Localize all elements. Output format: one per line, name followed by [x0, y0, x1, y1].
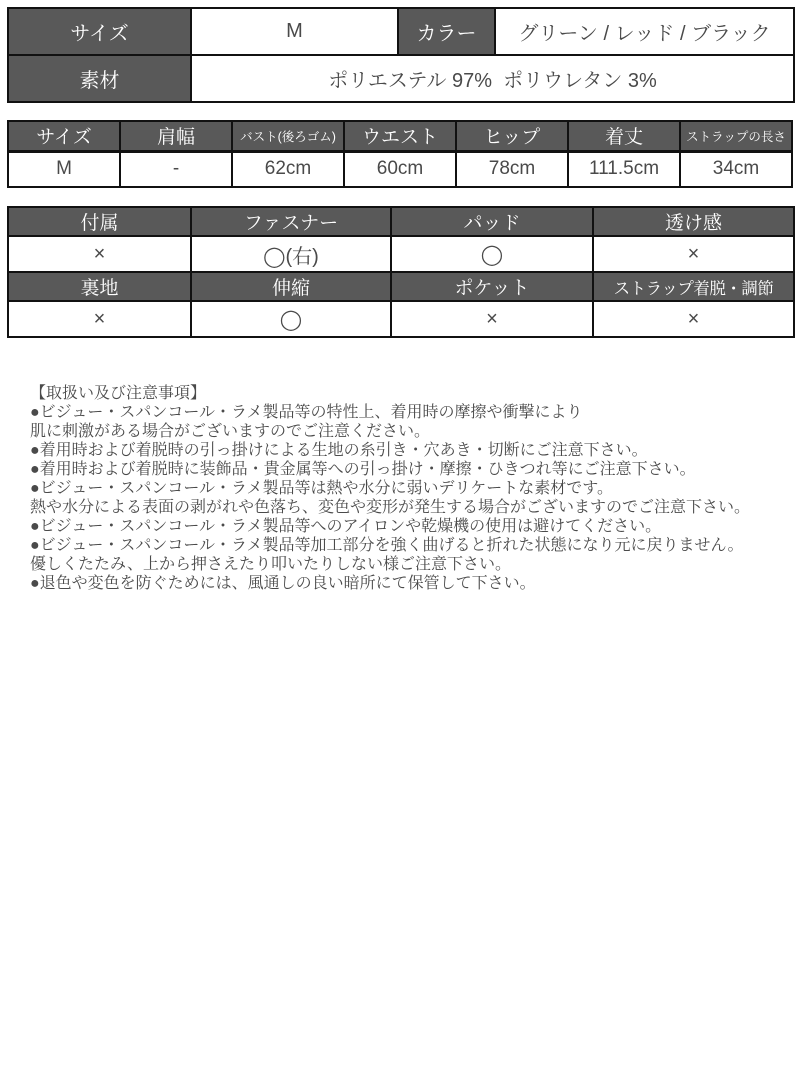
- measurement-header-cell: バスト(後ろゴム): [232, 121, 344, 151]
- measurement-value-cell: 60cm: [344, 151, 456, 187]
- features-value-row: [8, 236, 794, 272]
- measurement-value-cell: 78cm: [456, 151, 568, 187]
- care-note-line: ●退色や変色を防ぐためには、風通しの良い暗所にて保管して下さい。: [30, 575, 536, 592]
- measurement-value-cell: 111.5cm: [568, 151, 680, 187]
- feature-header-cell: 裏地: [8, 272, 191, 301]
- measurement-header-cell: 肩幅: [120, 121, 232, 151]
- features-header-row: [8, 272, 794, 301]
- care-note-line: ●ビジュー・スパンコール・ラメ製品等の特性上、着用時の摩擦や衝撃により: [30, 404, 583, 421]
- features-table: [7, 206, 795, 338]
- measurement-header-cell: 着丈: [568, 121, 680, 151]
- measurements-table: [7, 120, 793, 188]
- measurement-header-cell: ストラップの長さ: [680, 121, 792, 151]
- measurements-header-row: [8, 121, 792, 151]
- care-note-line: ●着用時および着脱時の引っ掛けによる生地の糸引き・穴あき・切断にご注意下さい。: [30, 442, 648, 459]
- care-note-line: ●着用時および着脱時に装飾品・貴金属等への引っ掛け・摩擦・ひきつれ等にご注意下さい。: [30, 461, 696, 478]
- material-value: ポリエステル 97% ポリウレタン 3%: [191, 55, 794, 102]
- color-value: グリーン / レッド / ブラック: [495, 8, 794, 55]
- measurement-value-cell: M: [8, 151, 120, 187]
- care-note-line: 優しくたたみ、上から押さえたり叩いたりしない様ご注意下さい。: [30, 556, 511, 573]
- care-notes: [30, 384, 793, 593]
- care-note-line: 肌に刺激がある場合がございますのでご注意ください。: [30, 423, 431, 440]
- table-row: [8, 8, 794, 55]
- feature-header-cell: ポケット: [391, 272, 593, 301]
- feature-value-cell: ×: [391, 301, 593, 337]
- feature-header-cell: 伸縮: [191, 272, 391, 301]
- size-color-material-table: [7, 7, 795, 103]
- size-value: M: [191, 8, 398, 55]
- measurement-value-cell: 34cm: [680, 151, 792, 187]
- material-header: 素材: [8, 55, 191, 102]
- measurement-header-cell: ウエスト: [344, 121, 456, 151]
- feature-value-cell: ×: [593, 236, 794, 272]
- measurement-header-cell: サイズ: [8, 121, 120, 151]
- features-value-row: [8, 301, 794, 337]
- feature-value-cell: ◯(右): [191, 236, 391, 272]
- care-note-line: ●ビジュー・スパンコール・ラメ製品等加工部分を強く曲げると折れた状態になり元に戻りません。: [30, 537, 744, 554]
- feature-header-cell: ストラップ着脱・調節: [593, 272, 794, 301]
- measurement-value-cell: 62cm: [232, 151, 344, 187]
- care-notes-title: 【取扱い及び注意事項】: [30, 385, 207, 402]
- feature-value-cell: ◯: [191, 301, 391, 337]
- table-row: [8, 55, 794, 102]
- care-note-line: ●ビジュー・スパンコール・ラメ製品等へのアイロンや乾燥機の使用は避けてください。: [30, 518, 662, 535]
- color-header: カラー: [398, 8, 495, 55]
- feature-value-cell: ×: [8, 301, 191, 337]
- feature-value-cell: ◯: [391, 236, 593, 272]
- measurement-value-cell: -: [120, 151, 232, 187]
- feature-value-cell: ×: [8, 236, 191, 272]
- care-note-line: ●ビジュー・スパンコール・ラメ製品等は熱や水分に弱いデリケートな素材です。: [30, 480, 613, 497]
- care-note-line: 熱や水分による表面の剥がれや色落ち、変色や変形が発生する場合がございますのでご注意下さい。: [30, 499, 751, 516]
- features-header-row: [8, 207, 794, 236]
- feature-header-cell: 付属: [8, 207, 191, 236]
- feature-value-cell: ×: [593, 301, 794, 337]
- feature-header-cell: 透け感: [593, 207, 794, 236]
- feature-header-cell: パッド: [391, 207, 593, 236]
- measurements-value-row: [8, 151, 792, 187]
- size-header: サイズ: [8, 8, 191, 55]
- measurement-header-cell: ヒップ: [456, 121, 568, 151]
- feature-header-cell: ファスナー: [191, 207, 391, 236]
